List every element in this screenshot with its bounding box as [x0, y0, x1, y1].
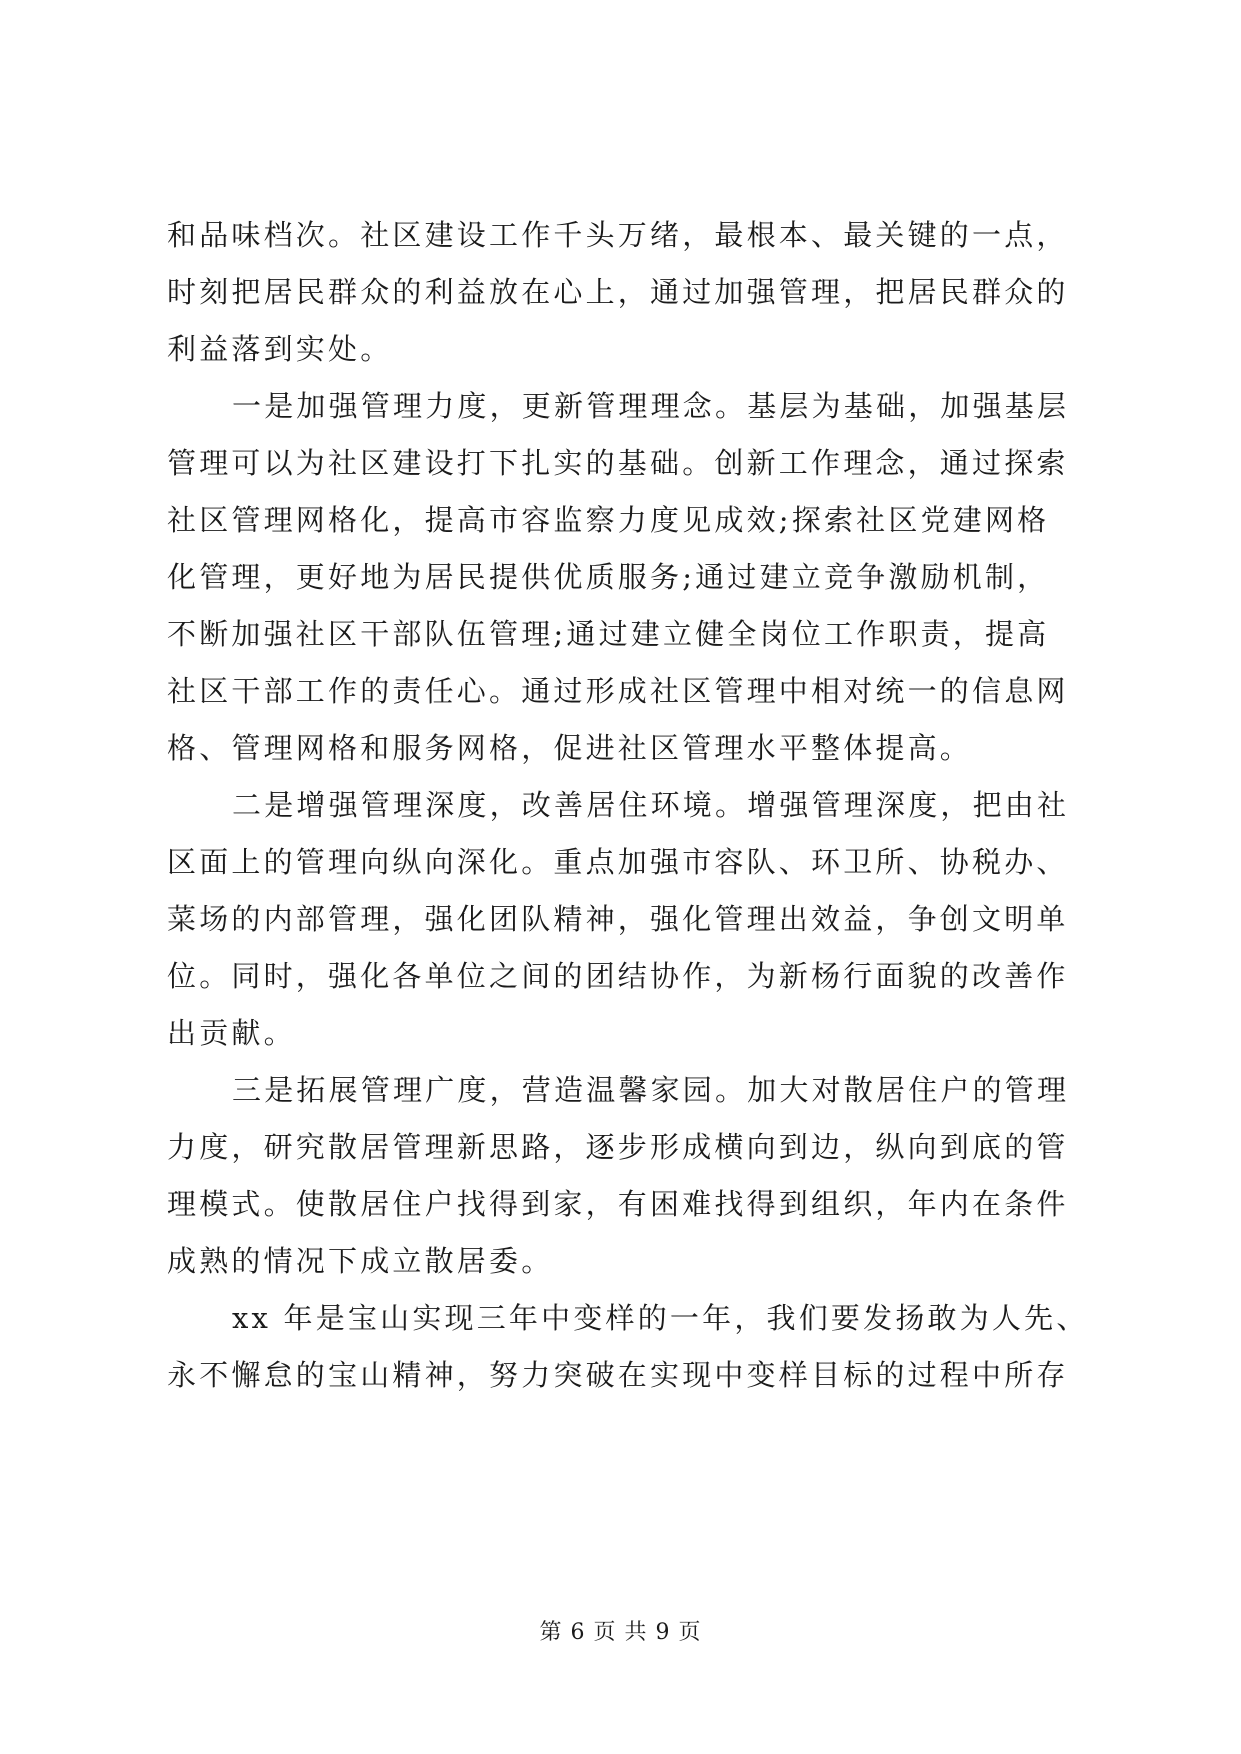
- text-line: 菜场的内部管理，强化团队精神，强化管理出效益，争创文明单: [167, 902, 1069, 936]
- text-line: 和品味档次。社区建设工作千头万绪，最根本、最关键的一点，: [167, 218, 1069, 252]
- text-line: 理模式。使散居住户找得到家，有困难找得到组织，年内在条件: [167, 1187, 1069, 1221]
- text-line: 管理可以为社区建设打下扎实的基础。创新工作理念，通过探索: [167, 446, 1069, 480]
- text-line: 永不懈怠的宝山精神，努力突破在实现中变样目标的过程中所存: [167, 1358, 1069, 1392]
- text-line: 位。同时，强化各单位之间的团结协作，为新杨行面貌的改善作: [167, 959, 1069, 993]
- paragraph-start-line: 一是加强管理力度，更新管理理念。基层为基础，加强基层: [232, 389, 1070, 423]
- text-line: 化管理，更好地为居民提供优质服务;通过建立竞争激励机制，: [167, 560, 1050, 594]
- page-number-footer: 第 6 页 共 9 页: [539, 1620, 702, 1645]
- text-line: 格、管理网格和服务网格，促进社区管理水平整体提高。: [167, 731, 973, 765]
- paragraph-start-line: xx 年是宝山实现三年中变样的一年，我们要发扬敢为人先、: [232, 1301, 1089, 1335]
- text-line: 社区干部工作的责任心。通过形成社区管理中相对统一的信息网: [167, 674, 1069, 708]
- text-line: 出贡献。: [167, 1016, 296, 1050]
- text-line: 利益落到实处。: [167, 332, 393, 366]
- text-line: 力度，研究散居管理新思路，逐步形成横向到边，纵向到底的管: [167, 1130, 1069, 1164]
- text-line: 不断加强社区干部队伍管理;通过建立健全岗位工作职责，提高: [167, 617, 1050, 651]
- paragraph-start-line: 二是增强管理深度，改善居住环境。增强管理深度，把由社: [232, 788, 1070, 822]
- paragraph-start-line: 三是拓展管理广度，营造温馨家园。加大对散居住户的管理: [232, 1073, 1070, 1107]
- text-line: 社区管理网格化，提高市容监察力度见成效;探索社区党建网格: [167, 503, 1050, 537]
- text-line: 区面上的管理向纵向深化。重点加强市容队、环卫所、协税办、: [167, 845, 1069, 879]
- text-line: 时刻把居民群众的利益放在心上，通过加强管理，把居民群众的: [167, 275, 1069, 309]
- text-line: 成熟的情况下成立散居委。: [167, 1244, 554, 1278]
